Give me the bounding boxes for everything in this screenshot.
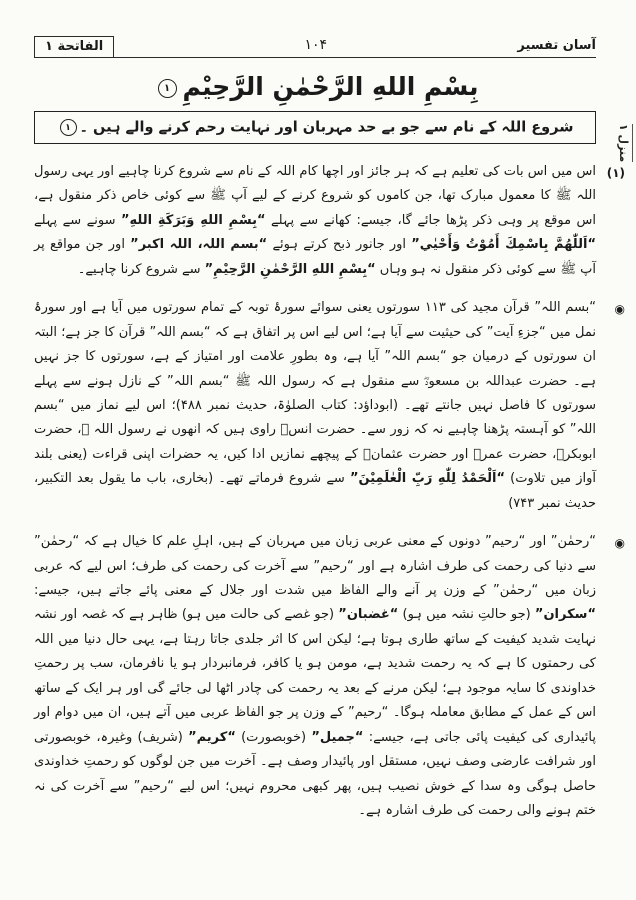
book-title: آسان تفسیر (517, 38, 596, 53)
paragraph-text: اس میں اس بات کی تعلیم ہے کہ ہر جائز اور اچھا کام اللہ کے نام سے شروع کرنا چاہیے اور یہی رسول اللہ ﷺ کا معمول مبارک تھا، جن کاموں کو شروع کرنے کے لیے آپ ﷺ سے کوئی خاص ذکر منقول ہے، اس موقع پر وہی ذکر پڑھا جائے گا، جیسے: کھانے سے پہلے “بِسْمِ اللهِ وَبَرَكَةِ اللهِ” سونے سے پہلے “اَللّٰهُمَّ بِاسْمِكَ أَمُوْتُ وَأَحْيٰي” اور جانور ذبح کرتے ہوئے “بسم اللہ، اللہ اکبر” اور جن مواقع پر آپ ﷺ سے کوئی ذکر منقول نہ ہو وہاں “بِسْمِ اللهِ الرَّحْمٰنِ الرَّحِيْمِ” سے شروع کرنا چاہیے۔ (34, 164, 596, 277)
translation-ayah-number: ۱ (60, 119, 77, 136)
paragraph-marker: ◉ (614, 536, 625, 551)
paragraph-marker: ◉ (614, 302, 625, 317)
page-header (34, 36, 596, 58)
paragraph-text: “بسم اللہ” قرآن مجید کی ۱۱۳ سورتوں یعنی سوائے سورۂ توبہ کے تمام سورتوں میں آیا ہے اور سورۂ نمل میں “جزءِ آیت” کی حیثیت سے آیا ہے؛ اس لیے اس پر اتفاق ہے کہ “بسم اللہ” قرآن کا جز ہے؛ البتہ ان سورتوں کے درمیان جو “بسم اللہ” آیا ہے، وہ بطورِ علامت اور امتیاز کے ہے، سورتوں کا جز نہیں ہے۔ حضرت عبداللہ بن مسعودؓ سے منقول ہے کہ رسول اللہ ﷺ “بسم اللہ” کے نازل ہونے سے پہلے سورتوں کا فاصل نہیں جانتے تھے۔ (ابوداؤد: کتاب الصلوٰۃ، حدیث نمبر ۴۸۸)؛ اس لیے نماز میں “بسم اللہ” کو آہستہ پڑھنا چاہیے نہ کہ زور سے۔ حضرت انسؓ راوی ہیں کہ انھوں نے رسول اللہ ﷺ، حضرت ابوبکرؓ، حضرت عمرؓ اور حضرت عثمانؓ کے پیچھے نمازیں ادا کیں، یہ حضرات اپنی قراءت (یعنی بلند آواز میں تلاوت) “اَلْحَمْدُ لِلّٰهِ رَبِّ الْعٰلَمِيْنَ” سے شروع فرماتے تھے۔ (بخاری، باب ما یقول بعد التکبیر، حدیث نمبر ۷۴۳) (34, 300, 597, 511)
tafsir-body (34, 160, 625, 823)
ayah-number-ornament: ۱ (158, 79, 177, 98)
bismillah-text: بِسْمِ اللهِ الرَّحْمٰنِ الرَّحِيْمِ (182, 72, 479, 101)
surah-name-box: الفاتحة ۱ (34, 36, 114, 58)
bismillah-line (34, 72, 596, 101)
paragraph-text: “رحمٰن” اور “رحیم” دونوں کے معنی عربی زبان میں مہربان کے ہیں، اہلِ علم کا خیال ہے کہ “رحمٰن” سے دنیا کی رحمت کی طرف اشارہ ہے اور “رحیم” سے آخرت کی رحمت کی طرف؛ اس لیے کہ عربی زبان میں “رحمٰن” کے وزن پر آنے والے الفاظ میں شدت اور جلال کے معنی پائے جاتے ہیں، جیسے: “سکران” (جو حالتِ نشہ میں ہو) “غضبان” (جو غصے کی حالت میں ہو) ظاہر ہے کہ غصہ اور نشہ نہایت شدید کیفیت کے ساتھ طاری ہوتا ہے؛ لیکن اس کا اثر جلدی جاتا رہتا ہے، یہی حال دنیا میں اللہ کی رحمتوں کا ہے کہ یہ رحمت شدید ہے، مومن ہو یا کافر، فرمانبردار ہو یا نافرمان، سب پر رحمتِ خداوندی کا سایہ موجود ہے؛ لیکن مرنے کے بعد یہ رحمت کی چادر اٹھا لی جائے گی اور ہر ایک کے ساتھ اس کے عمل کے مطابق معاملہ ہوگا۔ “رحیم” کے وزن پر جو الفاظ عربی میں آتے ہیں، ان میں دوام اور پائیداری کی کیفیت پائی جاتی ہے، جیسے: “جمیل” (خوبصورت) “کریم” (شریف) وغیرہ، خوبصورتی اور شرافت عارضی وصف نہیں، مستقل اور پائیدار وصف ہے۔ آخرت میں جن لوگوں کو رحمتِ خداوندی حاصل ہوگی وہ سدا کے خوش نصیب ہیں، پھر کبھی محروم نہیں؛ اس لیے “رحیم” سے آخرت کی نہ ختم ہونے والی رحمت کی طرف اشارہ ہے۔ (34, 534, 596, 818)
translation-box (34, 111, 596, 144)
tafsir-paragraph (34, 160, 625, 282)
page-number: ۱۰۴ (304, 37, 328, 53)
tafsir-paragraph (34, 530, 625, 823)
translation-text: شروع اللہ کے نام سے جو بے حد مہربان اور نہایت رحم کرنے والے ہیں ۔ (79, 119, 574, 136)
paragraph-marker: (۱) (606, 166, 625, 180)
manzil-side-tab: منزل ۱ (617, 124, 633, 162)
tafsir-paragraph (34, 296, 625, 516)
